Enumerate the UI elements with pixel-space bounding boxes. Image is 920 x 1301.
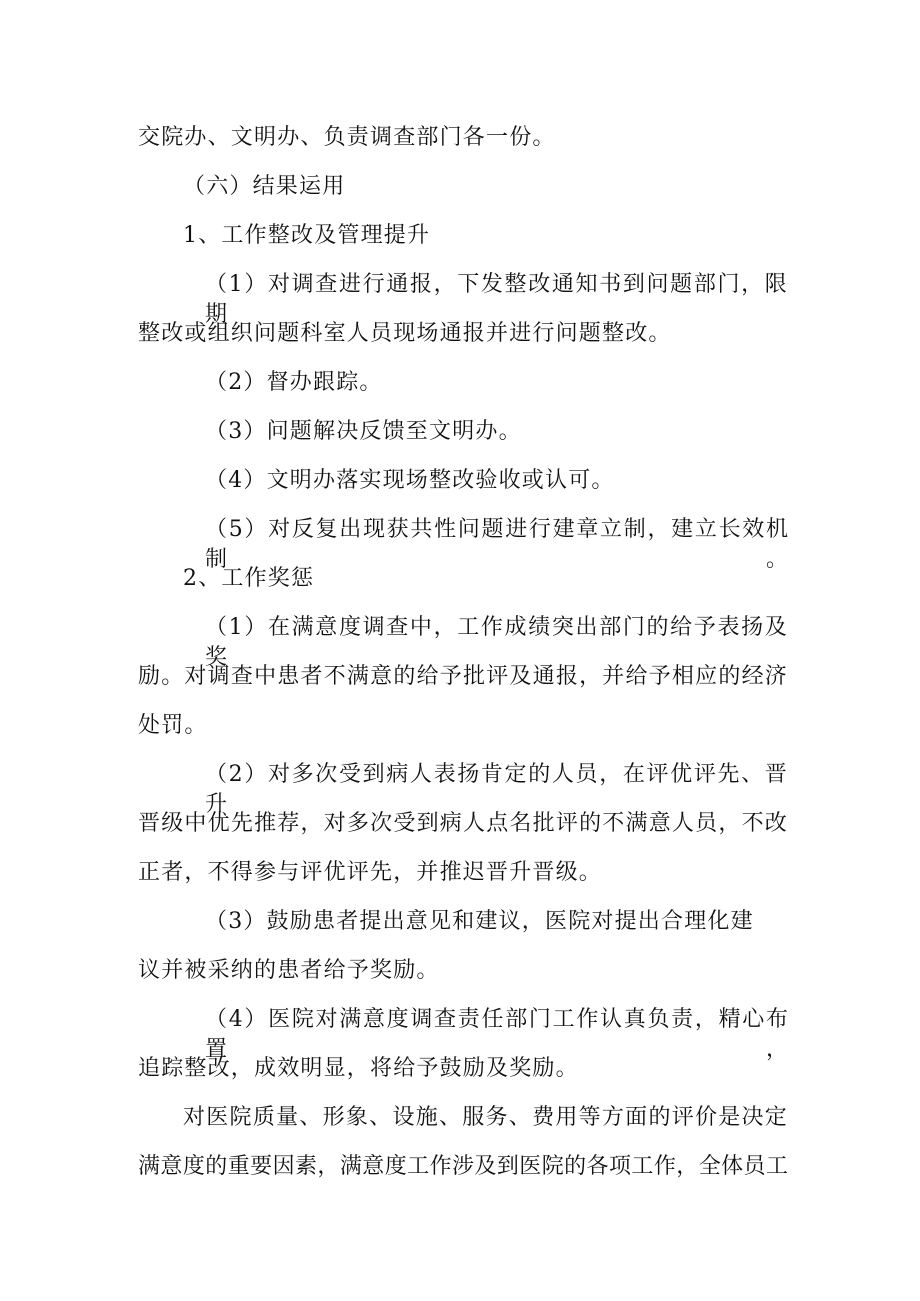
text-line: （1）对调查进行通报，下发整改通知书到问题部门，限期 [205, 272, 788, 327]
text-line: （3）问题解决反馈至文明办。 [205, 419, 522, 444]
text-line: （2）督办跟踪。 [205, 370, 383, 395]
text-line: 处罚。 [138, 713, 208, 738]
text-line: （4）文明办落实现场整改验收或认可。 [205, 468, 615, 493]
text-line: 追踪整改，成效明显，将给予鼓励及奖励。 [138, 1056, 579, 1081]
text-line: 对医院质量、形象、设施、服务、费用等方面的评价是决定 [183, 1105, 788, 1130]
text-line: 交院办、文明办、负责调查部门各一份。 [138, 125, 556, 150]
text-line: 正者，不得参与评优评先，并推迟晋升晋级。 [138, 860, 603, 885]
text-line: 整改或组织问题科室人员现场通报并进行问题整改。 [138, 321, 672, 346]
text-line: （5）对反复出现获共性问题进行建章立制，建立长效机制。 [205, 517, 788, 572]
section-heading: （六）结果运用 [183, 174, 346, 199]
text-line: （2）对多次受到病人表扬肯定的人员，在评优评先、晋升 [205, 762, 788, 817]
text-line: 议并被采纳的患者给予奖励。 [138, 958, 440, 983]
subsection-heading: 1、工作整改及管理提升 [183, 223, 431, 248]
subsection-heading: 2、工作奖惩 [183, 566, 315, 591]
text-line: （3）鼓励患者提出意见和建议，医院对提出合理化建 [205, 909, 754, 934]
text-line: 励。对调查中患者不满意的给予批评及通报，并给予相应的经济 [138, 664, 788, 689]
text-line: 晋级中优先推荐，对多次受到病人点名批评的不满意人员，不改 [138, 811, 788, 836]
text-line: 满意度的重要因素，满意度工作涉及到医院的各项工作，全体员工 [138, 1154, 788, 1179]
text-line: （4）医院对满意度调查责任部门工作认真负责，精心布置， [205, 1007, 788, 1062]
text-line: （1）在满意度调查中，工作成绩突出部门的给予表扬及奖 [205, 615, 788, 670]
